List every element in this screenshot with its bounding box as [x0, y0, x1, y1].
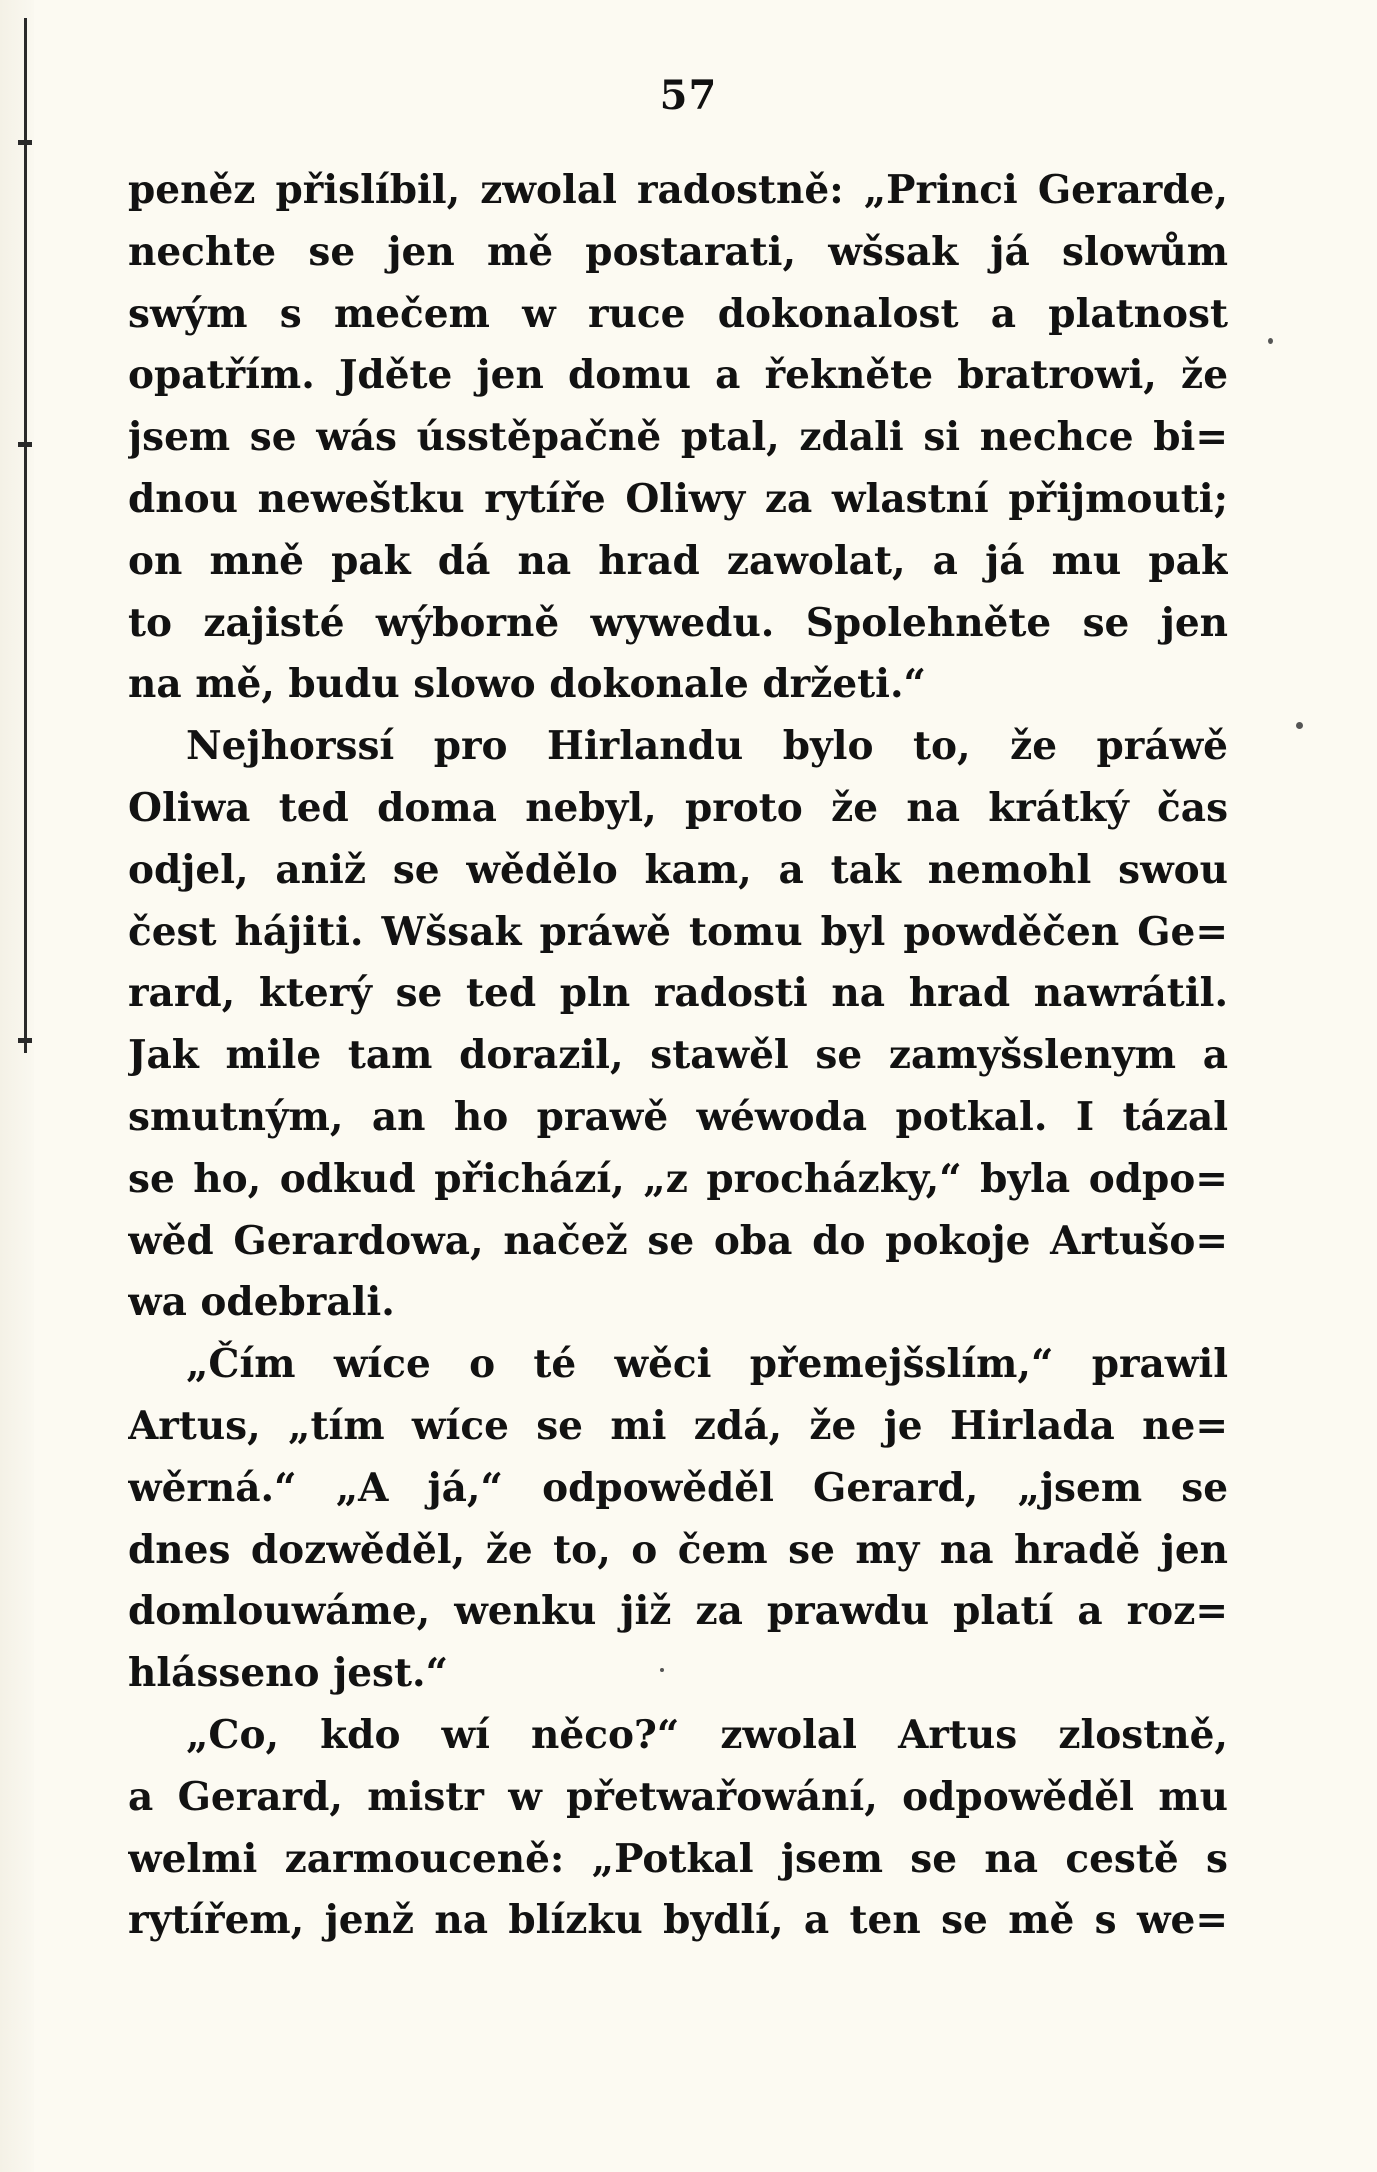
- text-line: on mně pak dá na hrad zawolat, a já mu pak: [128, 537, 1228, 584]
- text-line: peněz přislíbil, zwolal radostně: „Princi Gerarde,: [128, 167, 1228, 213]
- text-line: domlouwáme, wenku již za prawdu platí a roz=: [128, 1588, 1228, 1635]
- text-line: wěrná.“ „A já,“ odpowěděl Gerard, „jsem se: [128, 1464, 1228, 1511]
- text-line: welmi zarmouceně: „Potkal jsem se na cestě s: [128, 1835, 1228, 1882]
- text-line: Jak mile tam dorazil, stawěl se zamyšslenym a: [128, 1032, 1228, 1079]
- text-line: Oliwa ted doma nebyl, proto že na krátký čas: [128, 784, 1228, 831]
- text-line: a Gerard, mistr w přetwařowání, odpowěděl mu: [128, 1773, 1228, 1820]
- text-line: wa odebrali.: [128, 1279, 395, 1326]
- text-line: rytířem, jenž na blízku bydlí, a ten se mě s we=: [128, 1897, 1228, 1944]
- binding-tick: [18, 442, 32, 447]
- text-line: opatřím. Jděte jen domu a řekněte bratrowi, že: [128, 352, 1228, 399]
- text-line: rard, který se ted pln radosti na hrad nawrátil.: [128, 970, 1228, 1017]
- page-binding-edge: [0, 0, 34, 2172]
- text-line: na mě, budu slowo dokonale držeti.“: [128, 661, 926, 708]
- text-line: čest hájiti. Wšsak práwě tomu byl powděčen Ge=: [128, 908, 1228, 955]
- text-line: Artus, „tím wíce se mi zdá, že je Hirlada ne=: [128, 1402, 1228, 1449]
- text-line: to zajisté wýborně wywedu. Spolehněte se jen: [128, 599, 1228, 646]
- text-line: odjel, aniž se wědělo kam, a tak nemohl swou: [128, 846, 1228, 893]
- text-line: jsem se wás ússtěpačně ptal, zdali si nechce bi=: [128, 414, 1228, 461]
- body-text: [128, 160, 1228, 1952]
- paper-speck: [1268, 338, 1273, 344]
- binding-tick: [18, 1038, 32, 1043]
- text-line: „Čím wíce o té wěci přemejšslím,“ prawil: [186, 1341, 1228, 1388]
- text-line: wěd Gerardowa, načež se oba do pokoje Artušo=: [128, 1217, 1228, 1264]
- text-line: se ho, odkud přichází, „z procházky,“ byla odpo=: [128, 1155, 1228, 1202]
- text-line: nechte se jen mě postarati, wšsak já slowům: [128, 228, 1228, 275]
- text-line: smutným, an ho prawě wéwoda potkal. I tázal: [128, 1093, 1228, 1140]
- binding-rule: [24, 18, 27, 1053]
- text-line: Nejhorssí pro Hirlandu bylo to, že práwě: [186, 723, 1228, 770]
- text-line: „Co, kdo wí něco?“ zwolal Artus zlostně,: [186, 1711, 1228, 1758]
- text-line: swým s mečem w ruce dokonalost a platnost: [128, 290, 1228, 337]
- text-line: dnou neweštku rytíře Oliwy za wlastní přijmouti;: [128, 475, 1228, 522]
- binding-tick: [18, 140, 32, 145]
- text-line: dnes dozwěděl, že to, o čem se my na hradě jen: [128, 1526, 1228, 1573]
- text-line: hlásseno jest.“: [128, 1650, 449, 1697]
- paper-speck: [1296, 722, 1303, 729]
- page-number: 57: [659, 72, 718, 119]
